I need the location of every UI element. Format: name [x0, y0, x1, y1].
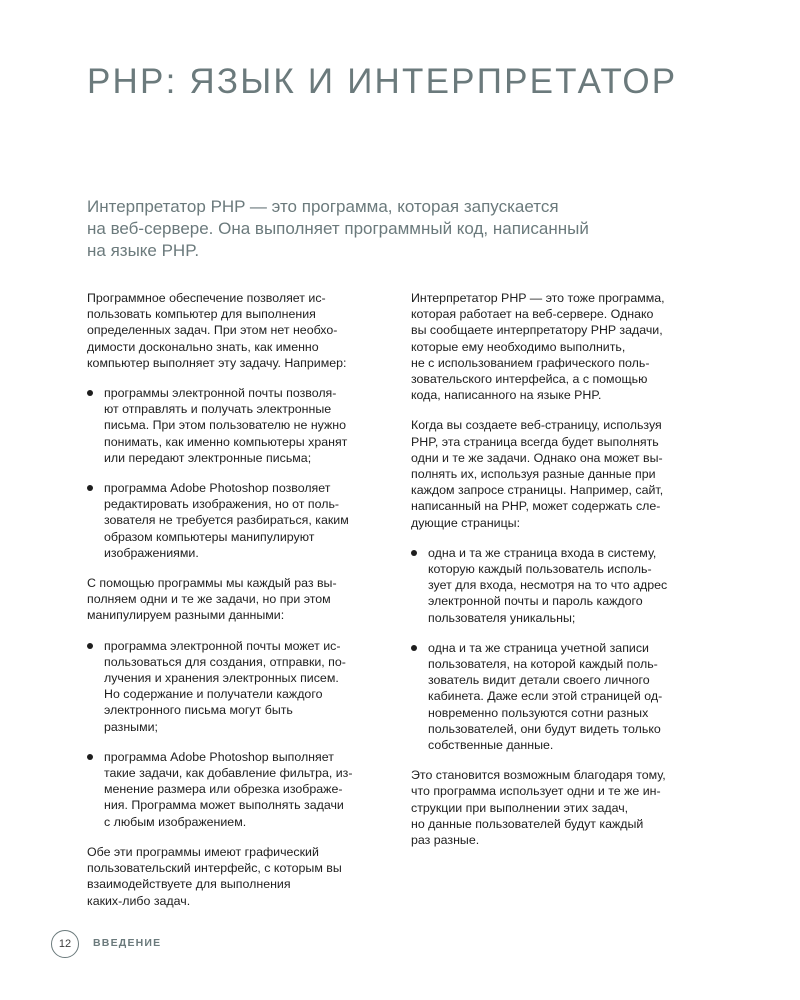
- text-line: компьютер выполняет эту задачу. Например:: [87, 355, 347, 370]
- bullet-icon: [87, 643, 93, 649]
- text-line: понимать, как именно компьютеры хранят: [104, 434, 348, 449]
- text-line: одна и та же страница учетной записи: [428, 640, 649, 655]
- text-line: изображениями.: [104, 545, 199, 560]
- text-line: программы электронной почты позволя-: [104, 386, 337, 401]
- text-line: Обе эти программы имеют графический: [87, 844, 319, 859]
- text-line: которая работает на веб-сервере. Однако: [411, 307, 654, 322]
- text-line: лучения и хранения электронных писем.: [104, 671, 339, 686]
- text-line: программа электронной почты может ис-: [104, 638, 341, 653]
- text-line: С помощью программы мы каждый раз вы-: [87, 576, 337, 591]
- paragraph: [411, 417, 716, 530]
- paragraph: [87, 575, 392, 624]
- page-title: PHP: ЯЗЫК И ИНТЕРПРЕТАТОР: [87, 62, 678, 101]
- text-line: Программное обеспечение позволяет ис-: [87, 291, 326, 305]
- lead-line: Интерпретатор PHP — это программа, которая запускается: [87, 197, 559, 216]
- text-line: зовательского интерфейса, а с помощью: [411, 372, 648, 387]
- paragraph: [411, 290, 716, 403]
- text-line: Интерпретатор PHP — это тоже программа,: [411, 291, 665, 305]
- text-line: вы сообщаете интерпретатору PHP задачи,: [411, 323, 663, 338]
- text-line: программа Adobe Photoshop позволяет: [104, 481, 331, 496]
- text-line: менение размера или обрезка изображе-: [104, 782, 343, 797]
- text-line: димости досконально знать, как именно: [87, 339, 319, 354]
- text-line: или передают электронные письма;: [104, 450, 312, 465]
- text-line: струкции при выполнении этих задач,: [411, 800, 629, 815]
- text-line: ния. Программа может выполнять задачи: [104, 798, 344, 813]
- text-line: зователя не требуется разбираться, каким: [104, 513, 349, 528]
- text-line: новременно пользуются сотни разных: [428, 705, 649, 720]
- text-line: пользователя, на которой каждый поль-: [428, 657, 658, 672]
- text-line: PHP, эта страница всегда будет выполнять: [411, 434, 659, 449]
- list-item: [411, 640, 716, 753]
- section-name: ВВЕДЕНИЕ: [93, 937, 162, 949]
- text-line: манипулируем разными данными:: [87, 608, 285, 623]
- text-line: дующие страницы:: [411, 515, 521, 530]
- text-line: пользоваться для создания, отправки, по-: [104, 654, 346, 669]
- lead-line: на языке PHP.: [87, 241, 200, 260]
- text-line: программа Adobe Photoshop выполняет: [104, 749, 334, 764]
- text-line: но данные пользователей будут каждый: [411, 816, 644, 831]
- list-item: [87, 385, 392, 466]
- text-line: одни и те же задачи. Однако она может вы-: [411, 450, 663, 465]
- list-item: [87, 749, 392, 830]
- text-line: полняем одни и те же задачи, но при этом: [87, 592, 331, 607]
- bullet-icon: [87, 485, 93, 491]
- text-line: что программа использует одни и те же ин-: [411, 784, 661, 799]
- list-item: [87, 480, 392, 561]
- text-line: взаимодействуете для выполнения: [87, 877, 291, 892]
- text-line: образом компьютеры манипулируют: [104, 529, 315, 544]
- text-line: ют отправлять и получать электронные: [104, 402, 332, 417]
- text-line: каких-либо задач.: [87, 893, 191, 908]
- list-item: [411, 545, 716, 626]
- bullet-list: [87, 638, 392, 830]
- text-line: написанный на PHP, может содержать сле-: [411, 499, 661, 514]
- text-line: письма. При этом пользователю не нужно: [104, 418, 347, 433]
- bullet-icon: [87, 754, 93, 760]
- text-line: собственные данные.: [428, 738, 554, 753]
- text-line: одна и та же страница входа в систему,: [428, 545, 657, 560]
- text-line: не с использованием графического поль-: [411, 355, 650, 370]
- text-line: полнять их, используя разные данные при: [411, 467, 656, 482]
- text-line: электронной почты и пароль каждого: [428, 594, 643, 609]
- paragraph: [87, 844, 392, 909]
- bullet-icon: [87, 390, 93, 396]
- text-line: с любым изображением.: [104, 814, 247, 829]
- text-line: пользовать компьютер для выполнения: [87, 307, 316, 322]
- text-line: электронного письма могут быть: [104, 703, 293, 718]
- text-line: пользователей, они будут видеть только: [428, 721, 661, 736]
- text-line: которые ему необходимо выполнить,: [411, 339, 626, 354]
- bullet-icon: [411, 645, 417, 651]
- text-line: определенных задач. При этом нет необхо-: [87, 323, 338, 338]
- text-line: зует для входа, несмотря на то что адрес: [428, 578, 668, 593]
- bullet-icon: [411, 550, 417, 556]
- bullet-list: [87, 385, 392, 561]
- text-line: Но содержание и получатели каждого: [104, 687, 323, 702]
- text-line: пользовательский интерфейс, с которым вы: [87, 861, 342, 876]
- text-line: раз разные.: [411, 833, 480, 848]
- lead-line: на веб-сервере. Она выполняет программный код, написанный: [87, 219, 589, 238]
- list-item: [87, 638, 392, 735]
- text-line: разными;: [104, 719, 158, 734]
- text-line: кода, написанного на языке PHP.: [411, 388, 602, 403]
- text-line: Когда вы создаете веб-страницу, используя: [411, 418, 662, 433]
- right-column: [411, 290, 716, 862]
- text-line: зователь видит детали своего личного: [428, 673, 650, 688]
- page-number: 12: [51, 930, 79, 958]
- paragraph: [87, 290, 392, 371]
- text-line: каждом запросе страницы. Например, сайт,: [411, 483, 664, 498]
- text-line: пользователя уникальны;: [428, 610, 576, 625]
- text-line: такие задачи, как добавление фильтра, из-: [104, 766, 353, 781]
- text-line: Это становится возможным благодаря тому,: [411, 768, 666, 783]
- text-line: кабинета. Даже если этой страницей од-: [428, 689, 663, 704]
- lead-paragraph: [87, 196, 687, 262]
- paragraph: [411, 767, 716, 848]
- text-line: которую каждый пользователь исполь-: [428, 562, 652, 577]
- text-line: редактировать изображения, но от поль-: [104, 497, 340, 512]
- left-column: [87, 290, 392, 923]
- bullet-list: [411, 545, 716, 753]
